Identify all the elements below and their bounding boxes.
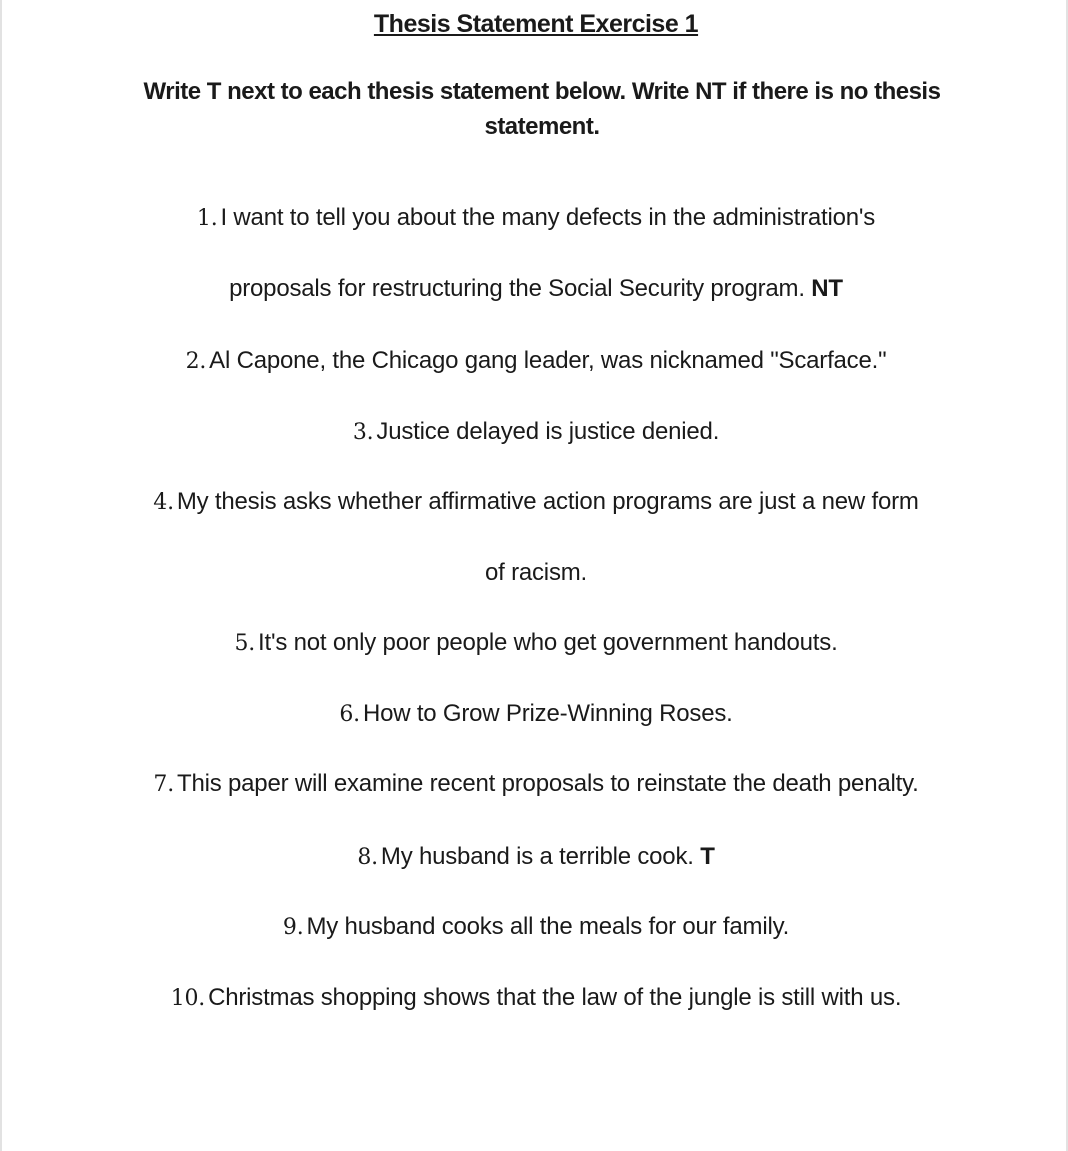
statement-text: Christmas shopping shows that the law of the jungle is still with us. — [208, 984, 902, 1011]
statement-answer: NT — [811, 275, 843, 302]
statement-3 — [2, 418, 1068, 446]
statement-text: How to Grow Prize-Winning Roses. — [362, 700, 733, 727]
statement-number: 8. — [357, 845, 378, 870]
statement-text: It's not only poor people who get government handouts. — [258, 629, 838, 656]
statement-5 — [2, 629, 1068, 657]
statement-number: 1. — [196, 206, 218, 231]
instructions: Write T next to each thesis statement below. Write NT if there is no thesis statement. — [143, 78, 941, 140]
statement-1-continuation — [2, 275, 1068, 303]
statement-6 — [2, 700, 1068, 728]
statement-text: My thesis asks whether affirmative action programs are just a new form — [176, 488, 919, 515]
statement-text: I want to tell you about the many defects in the administration's — [220, 204, 876, 231]
statement-4 — [2, 488, 1068, 516]
statement-text: My husband is a terrible cook. — [380, 843, 694, 870]
statement-number: 7. — [153, 772, 174, 797]
statement-number: 9. — [282, 915, 304, 940]
statement-number: 5. — [234, 631, 256, 656]
statement-number: 2. — [185, 349, 207, 374]
statement-2 — [2, 347, 1068, 375]
statement-number: 10. — [170, 986, 206, 1011]
statement-text: Justice delayed is justice denied. — [376, 418, 720, 445]
document-title: Thesis Statement Exercise 1 — [373, 10, 699, 38]
statement-continuation: proposals for restructuring the Social Security program. — [229, 275, 805, 302]
statement-number: 3. — [352, 420, 374, 445]
statement-8 — [2, 843, 1068, 871]
statement-4-continuation — [2, 559, 1068, 587]
statement-1 — [2, 204, 1068, 232]
statement-10 — [2, 984, 1068, 1012]
statement-9 — [2, 913, 1068, 941]
statement-continuation: of racism. — [484, 559, 588, 586]
statement-7 — [2, 770, 1068, 798]
statement-number: 6. — [339, 702, 360, 727]
statement-text: My husband cooks all the meals for our family. — [306, 913, 790, 940]
statement-number: 4. — [153, 490, 174, 515]
statement-text: This paper will examine recent proposals to reinstate the death penalty. — [177, 770, 919, 797]
statement-answer: T — [700, 843, 715, 870]
statement-text: Al Capone, the Chicago gang leader, was nicknamed "Scarface." — [209, 347, 887, 374]
